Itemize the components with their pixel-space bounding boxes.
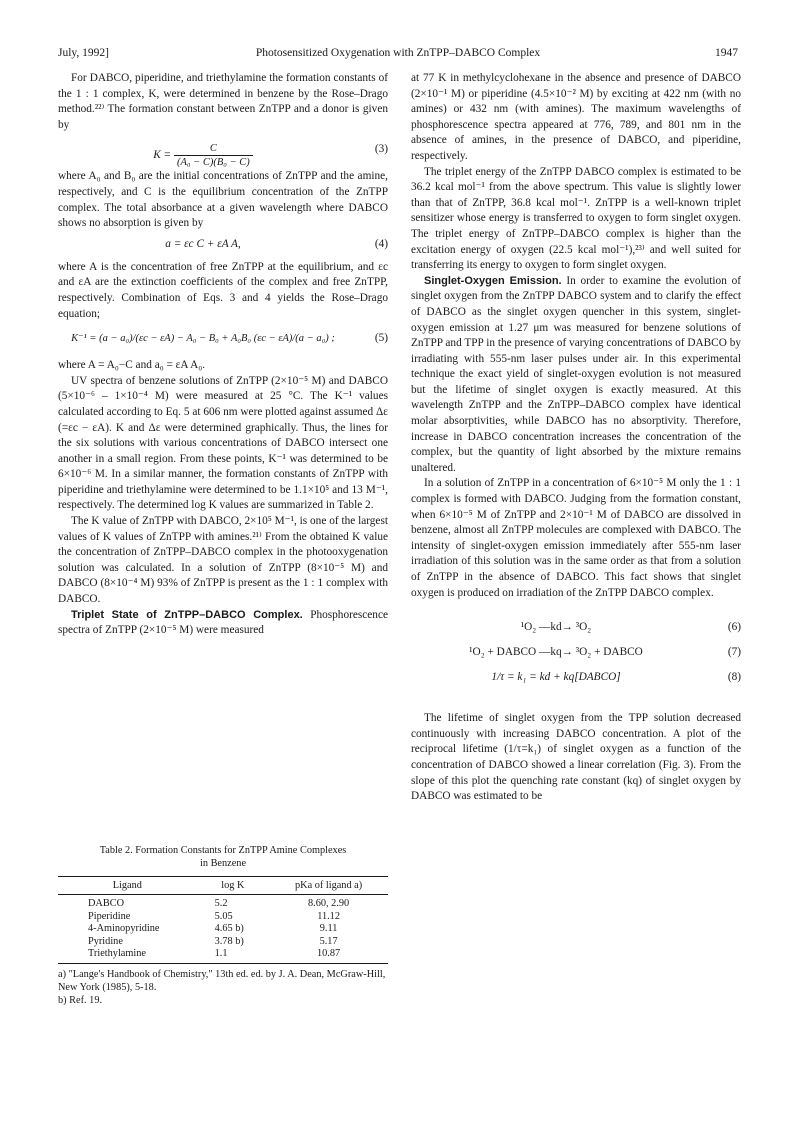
equation-number: (8) xyxy=(727,671,741,684)
equation-number: (6) xyxy=(727,621,741,634)
paragraph: The triplet energy of the ZnTPP DABCO complex is estimated to be 36.2 kcal mol⁻¹ from the above spectrum. This value is slightly lower than that of ZnTPP, 36.8 kcal mol⁻¹. ZnTPP is a well-known triplet sensitizer whose energy is transferred to oxygen to form singlet oxygen. The triplet energy of ZnTPP–DABCO complex is higher than the excitation energy of oxygen (22.5 kcal mol⁻¹),²³⁾ and well suited for transferring its energy to oxygen to form singlet oxygen. xyxy=(411,165,741,272)
table-2 xyxy=(58,844,388,1007)
equation-3 xyxy=(58,136,388,169)
equation-3-fraction xyxy=(174,142,253,169)
formation-constants-table xyxy=(58,876,388,964)
header-date: July, 1992] xyxy=(58,47,110,59)
paragraph: at 77 K in methylcyclohexane in the absence and presence of DABCO (2×10⁻¹ M) or piperidine (4.5×10⁻² M) by exciting at 422 nm (with no amines) or 432 nm (with amines). The maximum wavelengths of phosphorescence spectra appeared at 776, 789, and 801 nm in the absence of amines, in the presence of DABCO, and piperidine, respectively. xyxy=(411,72,741,162)
running-header xyxy=(58,47,738,63)
paragraph: UV spectra of benzene solutions of ZnTPP (2×10⁻⁵ M) and DABCO (5×10⁻⁶ – 1×10⁻⁴ M) were measured at 25 °C. The K⁻¹ values calculated according to Eq. 5 at 606 nm were plotted against assumed Δε (=εc − εA). K and Δε were determined graphically. Thus, the lines for the six solutions with various concentrations of DABCO intersect one another in a small region. From these points, K⁻¹ was determined to be 6×10⁻⁶ M. In a similar manner, the formation constants of ZnTPP with piperidine and triethylamine were determined to be 1.1×10⁵ and 13 M⁻¹, respectively. The determined log K values are summarized in Table 2. xyxy=(58,374,388,512)
table-row: DABCO 5.2 8.60, 2.90 xyxy=(88,898,350,909)
paragraph: In a solution of ZnTPP in a concentration of 6×10⁻⁵ M only the 1 : 1 complex is formed with DABCO. Judging from the formation constant, when 6×10⁻⁵ M of ZnTPP and 2×10⁻¹ M of DABCO are dissolved in benzene, almost all ZnTPP molecules are complexed with DABCO. The intensity of singlet-oxygen emission immediately after 555-nm laser irradiation of this solution was in the same order as that from a solution of ZnTPP in the absence of DABCO. This fact shows that singlet oxygen is produced on irradiation of the ZnTPP DABCO complex. xyxy=(411,477,741,599)
table-caption: Table 2. Formation Constants for ZnTPP Amine Complexes in Benzene xyxy=(99,845,347,869)
paragraph: where A₀ and B₀ are the initial concentrations of ZnTPP and the amine, respectively, and C is the equilibrium concentration of the ZnTPP complex. The total absorbance at a given wavelength where DABCO shows no absorption is given by xyxy=(58,170,388,230)
equation-number: (7) xyxy=(727,646,741,659)
column-header: Ligand xyxy=(58,877,197,895)
equation-4: a = εc C + εA A, (4) xyxy=(58,235,388,257)
table-note: a) "Lange's Handbook of Chemistry," 13th ed. ed. by J. A. Dean, McGraw-Hill, New York (1985), 5-18. xyxy=(58,968,386,993)
header-title: Photosensitized Oxygenation with ZnTPP–DABCO Complex xyxy=(255,47,541,59)
table-row: Piperidine 5.05 11.12 xyxy=(88,910,340,922)
column-header: log K xyxy=(197,877,270,895)
paragraph: Singlet-Oxygen Emission. In order to examine the evolution of singlet oxygen from the ZnTPP DABCO system and to clarify the effect of DABCO as the singlet oxygen quencher in this system, singlet-oxygen emission at 1.27 μm was measured for benzene solutions of ZnTPP and TPP in the presence of varying concentrations of DABCO by irradiating with 555-nm laser pulses under air. In this experimental technique the exact yield of singlet-oxygen evolution is not measured but the lifetime of singlet oxygen is exactly measured. At this wavelength ZnTPP and the ZnTPP–DABCO complex have identical molar absorptivities, while DABCO has no absorptivity. Therefore, increase in DABCO concentration increases the concentration of the complex, but the quantity of light absorbed by the mixture remains unaltered. xyxy=(411,274,741,474)
page-number: 1947 xyxy=(715,47,738,59)
equation-3-denominator: (A₀ − C)(B₀ − C) xyxy=(177,157,250,169)
table-note: b) Ref. 19. xyxy=(58,994,103,1006)
equation-3-lhs: K = xyxy=(153,149,172,162)
table-row: 4-Aminopyridine 4.65 b) 9.11 xyxy=(88,923,338,935)
table-row: Triethylamine 1.1 10.87 xyxy=(58,948,388,963)
equation-3-numerator: C xyxy=(174,142,253,156)
right-column xyxy=(411,71,741,805)
left-column xyxy=(58,71,388,639)
paragraph: where A = A₀−C and a₀ = εA A₀. xyxy=(58,359,206,372)
equation-8: 1/τ = k₁ = kd + kq[DABCO] (8) xyxy=(411,668,741,690)
equation-number: (4) xyxy=(374,237,388,250)
paragraph: The lifetime of singlet oxygen from the TPP solution decreased continuously with increasing DABCO concentration. A plot of the reciprocal lifetime (1/τ=k₁) of singlet oxygen as a function of the concentration of DABCO showed a linear correlation (Fig. 3). From the slope of this plot the quenching rate constant (kq) of singlet oxygen by DABCO was estimated to be xyxy=(411,712,741,803)
table-row: Pyridine 3.78 b) 5.17 xyxy=(88,935,338,947)
equation-number: (5) xyxy=(374,332,388,345)
section-heading: Singlet-Oxygen Emission. xyxy=(424,274,562,287)
equation-6: ¹O₂ —kd→ ³O₂ (6) xyxy=(411,618,741,640)
table-notes xyxy=(58,968,388,1007)
equation-7: ¹O₂ + DABCO —kq→ ³O₂ + DABCO (7) xyxy=(411,643,741,665)
column-header: pKa of ligand a) xyxy=(269,877,388,895)
section-heading: Triplet State of ZnTPP–DABCO Complex. xyxy=(71,608,303,621)
paragraph: where A is the concentration of free ZnTPP at the equilibrium, and εc and εA are the extinction coefficients of the complex and free ZnTPP, respectively. Combination of Eqs. 3 and 4 yields the Rose–Drago equation; xyxy=(58,260,388,320)
paragraph: For DABCO, piperidine, and triethylamine the formation constants of the 1 : 1 complex, K, were determined in benzene by the Rose–Drago method.²²⁾ The formation constant between ZnTPP and a donor is given by xyxy=(58,72,388,131)
equation-5: K⁻¹ = (a − a₀)/(εc − εA) − A₀ − B₀ + A₀B₀ (εc − εA)/(a − a₀) ; (5) xyxy=(58,325,388,355)
equation-number: (3) xyxy=(374,143,388,156)
paragraph: Triplet State of ZnTPP–DABCO Complex. Phosphorescence spectra of ZnTPP (2×10⁻⁵ M) were measured xyxy=(58,608,388,637)
paragraph: The K value of ZnTPP with DABCO, 2×10⁵ M⁻¹, is one of the largest values of K values of ZnTPP with amines.²¹⁾ From the obtained K value the concentration of ZnTPP–DABCO complex in the photooxygenation solution was calculated. In a solution of ZnTPP (8×10⁻⁵ M) and DABCO (8×10⁻⁴ M) 93% of ZnTPP is present as the 1 : 1 complex with DABCO. xyxy=(58,515,388,606)
